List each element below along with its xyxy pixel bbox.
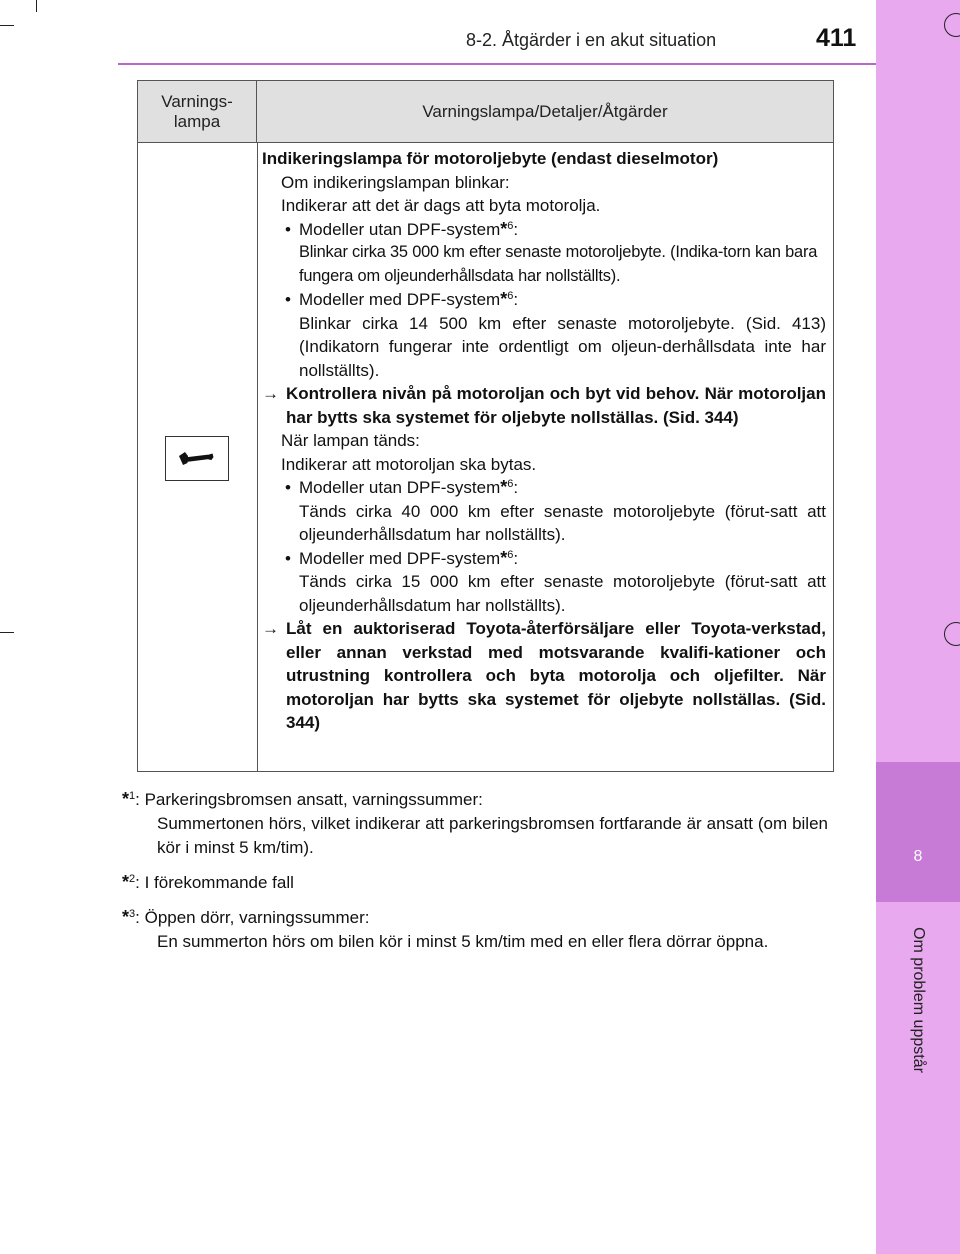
list-item: • Modeller med DPF-system*$^6$: [285,289,519,309]
action-instruction: → Låt en auktoriserad Toyota-återförsäljare eller Toyota-verkstad, eller annan verkstad med motsvarande kvalifi-kationer och utrustning kontrollera och byta motorolja och oljefilter. När motoroljan har bytts ska systemet för oljebyte nollställas. (Sid. 344) [262,619,826,732]
crop-mark [0,25,14,26]
footnote: *$^3$: Öppen dörr, varningssummer: En summerton hörs om bilen kör i minst 5 km/tim med en eller flera dörrar öppna. [122,907,769,951]
list-item-text: Blinkar cirka 14 500 km efter senaste motoroljebyte. (Sid. 413) (Indikatorn fungerar inte ordentligt om oljeun-derhållsdata inte har nollställts). [299,313,826,380]
list-item-text: Blinkar cirka 35 000 km efter senaste motoroljebyte. (Indika-torn kan bara fungera om oljeunderhållsdata har nollställts). [299,243,818,285]
table-cell-details [262,147,826,735]
wrench-icon [165,436,229,481]
table-header-details: Varningslampa/Detaljer/Åtgärder [257,81,833,142]
table-divider [138,142,833,143]
action-instruction: → Kontrollera nivån på motoroljan och byt vid behov. När motoroljan har bytts ska systemet för oljebyte nollställas. (Sid. 344) [262,384,826,427]
crop-mark [0,632,14,633]
lit-heading: När lampan tänds: [281,431,420,450]
list-item: • Modeller utan DPF-system*$^6$: [285,477,519,497]
arrow-icon: → [262,384,279,403]
section-title: 8-2. Åtgärder i en akut situation [466,30,717,50]
chapter-number-badge: 8 [876,762,960,902]
table-divider [257,142,258,772]
header-rule [118,63,876,65]
crop-mark [36,0,37,12]
lit-description: Indikerar att motoroljan ska bytas. [281,454,537,474]
indicator-title: Indikeringslampa för motoroljebyte (endast dieselmotor) [262,149,719,168]
table-header-lamp: Varnings- lampa [138,81,257,142]
list-item-text: Tänds cirka 40 000 km efter senaste motoroljebyte (förut-satt att oljeunderhållsdatum har nollställts). [299,501,826,544]
chapter-label: Om problem uppstår [910,927,927,1073]
arrow-icon: → [262,619,279,638]
footnote: *$^2$: I förekommande fall [122,872,294,892]
blink-description: Indikerar att det är dags att byta motorolja. [281,196,601,215]
blink-heading: Om indikeringslampan blinkar: [281,172,510,192]
list-item-text: Tänds cirka 15 000 km efter senaste motoroljebyte (förut-satt att oljeunderhållsdatum har nollställts). [299,572,826,615]
page-number: 411 [816,24,857,52]
footnote: *$^1$: Parkeringsbromsen ansatt, varningssummer: Summertonen hörs, vilket indikerar att parkeringsbromsen fortfarande är ansatt (om bilen kör i minst 5 km/tim). [122,789,828,857]
list-item: • Modeller med DPF-system*$^6$: [285,547,519,568]
list-item: • Modeller utan DPF-system*$^6$: [285,218,519,239]
